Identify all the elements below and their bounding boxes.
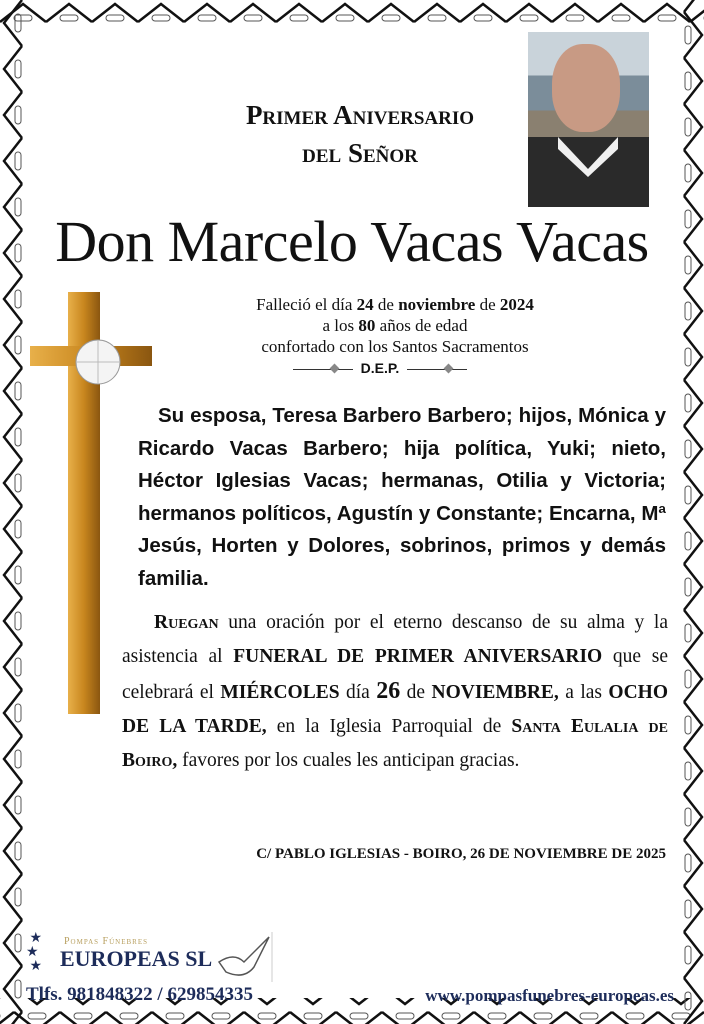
dep-divider xyxy=(260,360,500,376)
anniversary-title xyxy=(170,96,550,172)
text: en la Iglesia Parroquial de xyxy=(266,716,512,737)
dove-icon xyxy=(214,932,274,982)
title-line-1: Primer Aniversario xyxy=(245,100,475,130)
logo-name: EUROPEAS SL xyxy=(60,946,213,971)
dep-label: D.E.P. xyxy=(360,360,400,376)
logo-small-text: Pompas Fúnebres xyxy=(64,936,148,947)
text: NOVIEMBRE, xyxy=(431,682,559,703)
text: Falleció el día xyxy=(256,295,357,314)
text: que se celebrará el xyxy=(122,646,668,703)
age: 80 xyxy=(358,316,376,335)
website-link[interactable]: www.pompasfunebres-europeas.es xyxy=(425,986,674,1005)
text: de xyxy=(373,295,399,314)
deceased-name: Don Marcelo Vacas Vacas xyxy=(55,209,649,274)
text: a los xyxy=(322,316,359,335)
text: 26 xyxy=(376,678,401,704)
death-info xyxy=(200,294,590,357)
text: MIÉRCOLES xyxy=(220,682,340,703)
prayer-paragraph xyxy=(122,606,668,778)
death-month: noviembre xyxy=(398,295,476,314)
sacraments-line: confortado con los Santos Sacramentos xyxy=(261,337,529,356)
death-day: 24 xyxy=(356,295,374,314)
address-date: C/ PABLO IGLESIAS - BOIRO, 26 DE NOVIEMBRE DE 2025 xyxy=(256,846,666,862)
text: de xyxy=(475,295,500,314)
text: día xyxy=(339,682,377,703)
title-line-2: del Señor xyxy=(302,138,418,168)
text: FUNERAL DE PRIMER ANIVERSARIO xyxy=(233,646,603,667)
text: Ruegan xyxy=(154,612,219,633)
text: una oración por el eterno descanso de su alma y la asistencia al xyxy=(122,612,668,667)
death-year: 2024 xyxy=(499,295,534,314)
text: a las xyxy=(558,682,609,703)
ornament-line xyxy=(293,369,353,370)
text: Santa Eulalia de Boiro, xyxy=(122,716,669,771)
text: años de edad xyxy=(375,316,468,335)
text: de xyxy=(400,682,432,703)
photo-face xyxy=(552,44,620,132)
stars-icon: ★ ★ ★ xyxy=(26,931,43,974)
text: OCHO DE LA TARDE, xyxy=(122,682,668,737)
ornament-line xyxy=(407,369,467,370)
phone-numbers: Tlfs. 981848322 / 629854335 xyxy=(26,984,253,1005)
funeral-home-logo xyxy=(24,932,274,982)
photo-collar xyxy=(558,137,618,177)
text: favores por los cuales les anticipan gracias. xyxy=(177,750,520,771)
deceased-photo xyxy=(528,32,649,207)
family-paragraph: Su esposa, Teresa Barbero Barbero; hijos, Mónica y Ricardo Vacas Barbero; hija política, Yuki; nieto, Héctor Iglesias Vacas; hermanas, Otilia y Victoria; hermanos políticos, Agustín y Constante; Encarna, Mª Jesús, Horten y Dolores, sobrinos, primos y demás familia. xyxy=(138,404,666,590)
